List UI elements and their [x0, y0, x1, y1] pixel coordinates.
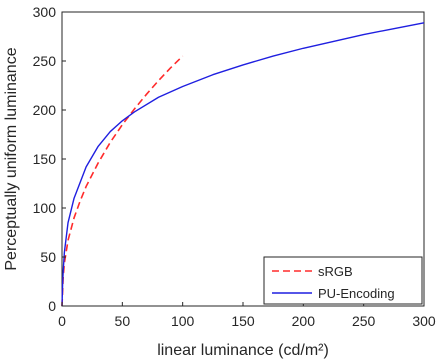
legend-label-pu-encoding: PU-Encoding	[318, 286, 395, 301]
x-tick-label: 250	[351, 313, 376, 329]
x-tick-label: 200	[291, 313, 316, 329]
y-tick-label: 150	[32, 151, 56, 167]
x-tick-label: 0	[58, 313, 66, 329]
x-axis-label: linear luminance (cd/m²)	[157, 342, 329, 359]
y-tick-label: 200	[32, 102, 56, 118]
x-tick-label: 300	[412, 313, 436, 329]
x-tick-label: 50	[114, 313, 131, 329]
y-tick-label: 0	[48, 298, 56, 314]
x-tick-label: 100	[170, 313, 195, 329]
y-tick-label: 300	[32, 4, 56, 20]
y-tick-label: 100	[32, 200, 56, 216]
legend-label-srgb: sRGB	[318, 264, 353, 279]
legend	[264, 257, 422, 304]
y-tick-label: 250	[32, 53, 56, 69]
x-tick-label: 150	[231, 313, 255, 329]
y-axis-label: Perceptually uniform luminance	[3, 47, 20, 271]
y-tick-label: 50	[40, 249, 56, 265]
